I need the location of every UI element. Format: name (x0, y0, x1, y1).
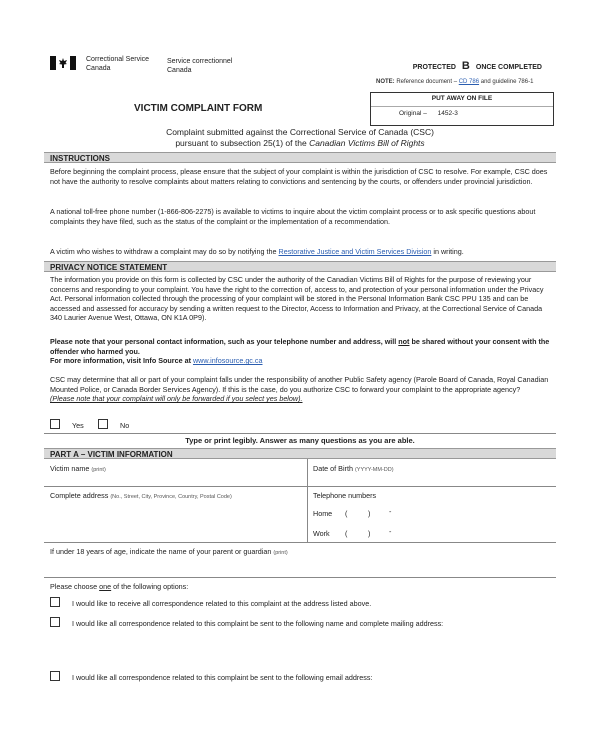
victim-name-label: Victim name (print) (50, 464, 106, 473)
work-dash: - (389, 527, 392, 536)
telephone-label: Telephone numbers (313, 491, 377, 500)
infosource-link[interactable]: www.infosource.gc.ca (192, 356, 263, 366)
yes-checkbox[interactable] (50, 419, 60, 429)
reference-note: NOTE: Reference document – CD 786 and guideline 786-1 (376, 79, 534, 85)
mailing-address-input[interactable] (72, 632, 550, 662)
no-label: No (120, 421, 130, 430)
address-label: Complete address (No., Street, City, Province, Country, Postal Code) (50, 491, 232, 500)
no-checkbox[interactable] (98, 419, 108, 429)
work-paren-open: ( (345, 529, 348, 538)
yes-label: Yes (72, 421, 84, 430)
divider (44, 433, 556, 434)
instructions-p3: A victim who wishes to withdraw a complaint may do so by notifying the Restorative Justice and Victim Services Division in writing. (50, 247, 464, 256)
type-print-instruction: Type or print legibly. Answer as many questions as you are able. (185, 436, 415, 445)
privacy-header: PRIVACY NOTICE STATEMENT (44, 261, 556, 272)
dob-input[interactable] (313, 474, 553, 484)
option-email-checkbox[interactable] (50, 671, 60, 681)
home-paren-close: ) (368, 509, 371, 518)
divider (44, 577, 556, 578)
home-dash: - (389, 507, 392, 516)
part-a-header: PART A – VICTIM INFORMATION (44, 448, 556, 459)
instructions-header: INSTRUCTIONS (44, 152, 556, 163)
home-paren-open: ( (345, 509, 348, 518)
option-mailing-checkbox[interactable] (50, 617, 60, 627)
privacy-p2: Please note that your personal contact information, such as your telephone number and address, will not be shared without your consent with the offender who harmed you. For more information, visit Info Source at www.infosource.gc.ca (50, 337, 550, 366)
home-label: Home (313, 509, 333, 518)
instructions-p1: Before beginning the complaint process, please ensure that the subject of your complaint is within the jurisdiction of CSC to resolve. For example, CSC does not have the authority to resolve complaints about matters relating to convictions and sentencing by the courts, or offenders under provincial jurisdiction. (50, 167, 548, 186)
victim-name-input[interactable] (50, 474, 304, 484)
protected-label: PROTECTED B ONCE COMPLETED (412, 60, 542, 72)
form-title: VICTIM COMPLAINT FORM (134, 103, 263, 114)
dob-label: Date of Birth (YYYY-MM-DD) (313, 464, 394, 473)
form-subtitle: Complaint submitted against the Correctional Service of Canada (CSC) pursuant to subsection 25(1) of the Canadian Victims Bill of Rights (166, 127, 434, 148)
option-address-checkbox[interactable] (50, 597, 60, 607)
address-input[interactable] (50, 501, 304, 539)
choose-option-label: Please choose one of the following options: (50, 582, 189, 591)
email-address-input[interactable] (72, 686, 550, 706)
rjvs-link[interactable]: Restorative Justice and Victim Services Division (278, 247, 432, 256)
divider (44, 542, 556, 543)
work-phone-input[interactable] (350, 528, 550, 538)
privacy-p3: CSC may determine that all or part of your complaint falls under the responsibility of another Public Safety agency (Parole Board of Canada, Royal Canadian Mounted Police, or Canada Border Services Agency). If this is the case, do you authorize CSC to forward your complaint to the appropriate agency? (Please note that your complaint will only be forwarded if you select yes below). (50, 375, 549, 404)
divider (307, 459, 308, 542)
privacy-p1: The information you provide on this form is collected by CSC under the authority of the Canadian Victims Bill of Rights for the purpose of reviewing your concerns and responding to your complaint. You have the right to the correction of, access to, and protection of your personal information under the Privacy Act. Personal information collected through the processing of your complaint will be stored in the Personal Information Bank CSC PPU 135 and can be accessed and assessed for accuracy by sending a written request to the Director, Access to Information and Privacy, at the Correctional Service of Canada 340 Laurier Avenue West, Ottawa, ON K1A 0P9). (50, 275, 544, 323)
instructions-p2: A national toll-free phone number (1-866-806-2275) is available to victims to inquire about the victim complaint process or to ask specific questions about complaints they have filed, such as the status of the complaint or the implementation of a recommendation. (50, 207, 536, 226)
divider (44, 486, 556, 487)
cd786-link[interactable]: CD 786 (458, 79, 480, 85)
work-paren-close: ) (368, 529, 371, 538)
option-email-label: I would like all correspondence related to this complaint be sent to the following email address: (72, 673, 373, 682)
canada-flag-icon (50, 56, 76, 70)
org-name-en: Correctional Service Canada (86, 56, 150, 72)
guardian-input[interactable] (50, 557, 550, 575)
work-label: Work (313, 529, 330, 538)
option-mailing-label: I would like all correspondence related to this complaint be sent to the following name and complete mailing address: (72, 619, 444, 628)
option-address-label: I would like to receive all correspondence related to this complaint at the address listed above. (72, 599, 372, 608)
home-phone-input[interactable] (350, 508, 550, 518)
guardian-label: If under 18 years of age, indicate the name of your parent or guardian (print) (50, 547, 288, 556)
put-away-box: PUT AWAY ON FILE Original – 1452-3 (370, 92, 554, 126)
org-name-fr: Service correctionnel Canada (167, 58, 233, 74)
